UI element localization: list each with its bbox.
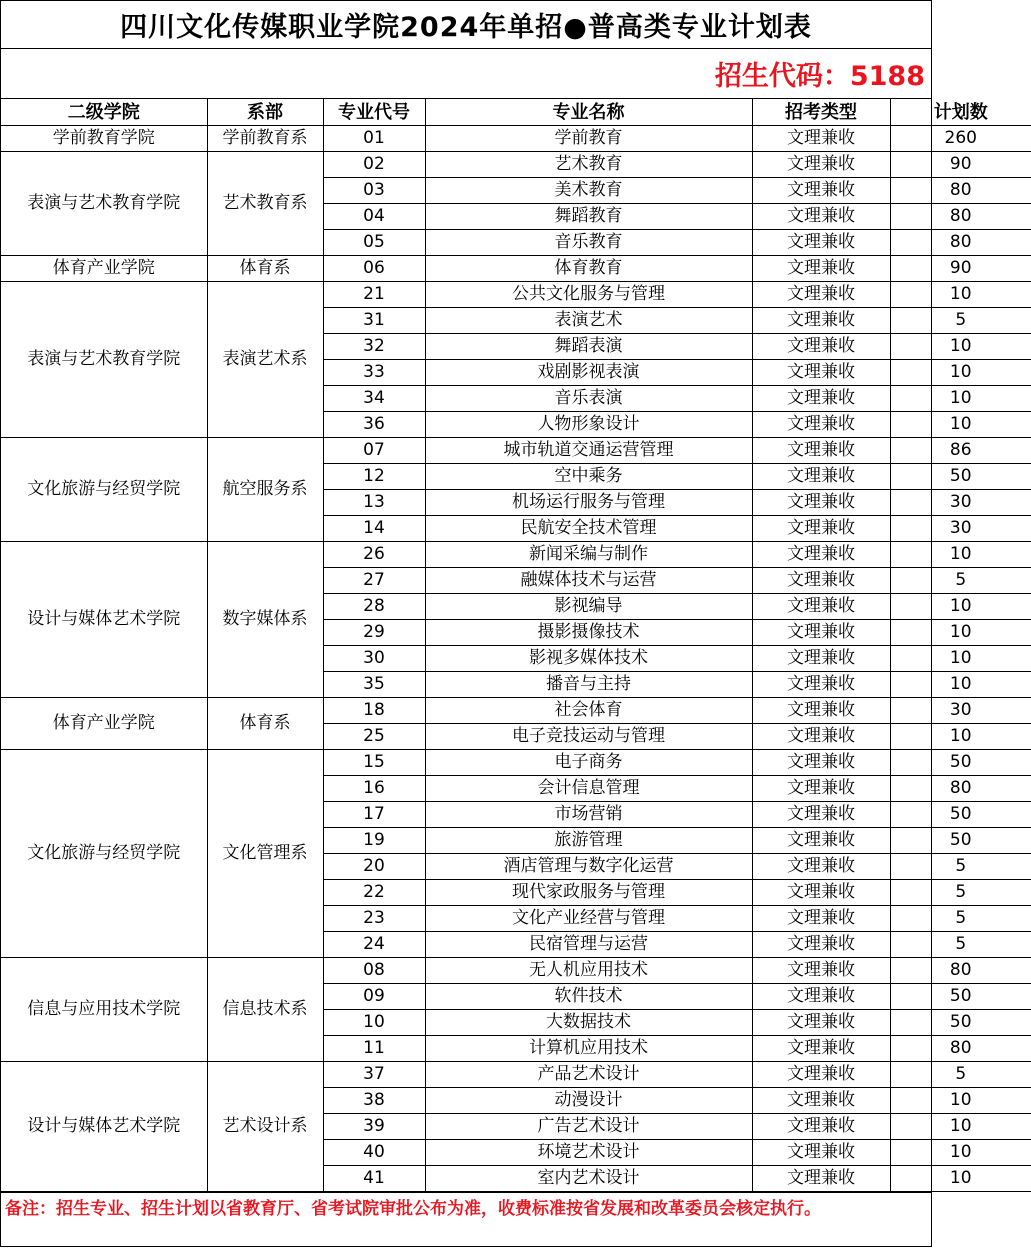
table-row	[1, 126, 1031, 152]
major-name-cell: 摄影摄像技术	[425, 620, 752, 646]
major-code-cell: 16	[323, 776, 425, 802]
exam-type-cell: 文理兼收	[752, 1010, 890, 1036]
major-code-cell: 19	[323, 828, 425, 854]
plan-count-cell: 10	[890, 672, 1031, 698]
major-name-cell: 学前教育	[425, 126, 752, 152]
major-code-cell: 09	[323, 984, 425, 1010]
exam-type-cell: 文理兼收	[752, 724, 890, 750]
major-name-cell: 软件技术	[425, 984, 752, 1010]
plan-table	[1, 99, 1031, 1192]
plan-count-cell: 10	[890, 1140, 1031, 1166]
exam-type-cell: 文理兼收	[752, 308, 890, 334]
header-plan: 计划数	[890, 99, 1031, 126]
major-name-cell: 大数据技术	[425, 1010, 752, 1036]
plan-count-cell: 10	[890, 724, 1031, 750]
exam-type-cell: 文理兼收	[752, 594, 890, 620]
college-cell: 表演与艺术教育学院	[1, 282, 207, 438]
plan-count-cell: 5	[890, 308, 1031, 334]
exam-type-cell: 文理兼收	[752, 620, 890, 646]
exam-type-cell: 文理兼收	[752, 360, 890, 386]
major-code-cell: 10	[323, 1010, 425, 1036]
major-code-cell: 39	[323, 1114, 425, 1140]
plan-count-cell: 5	[890, 880, 1031, 906]
major-code-cell: 04	[323, 204, 425, 230]
plan-count-cell: 10	[890, 542, 1031, 568]
major-code-cell: 06	[323, 256, 425, 282]
exam-type-cell: 文理兼收	[752, 984, 890, 1010]
plan-count-cell: 30	[890, 516, 1031, 542]
plan-count-cell: 10	[890, 620, 1031, 646]
plan-count-cell: 10	[890, 646, 1031, 672]
major-name-cell: 人物形象设计	[425, 412, 752, 438]
major-code-cell: 28	[323, 594, 425, 620]
table-row	[1, 542, 1031, 568]
college-cell: 设计与媒体艺术学院	[1, 1062, 207, 1192]
major-code-cell: 03	[323, 178, 425, 204]
major-code-cell: 21	[323, 282, 425, 308]
major-code-cell: 29	[323, 620, 425, 646]
table-body	[1, 126, 1031, 1192]
header-dept: 系部	[207, 99, 323, 126]
plan-count-cell: 10	[890, 386, 1031, 412]
table-row	[1, 438, 1031, 464]
plan-count-cell: 80	[890, 204, 1031, 230]
major-name-cell: 市场营销	[425, 802, 752, 828]
major-name-cell: 艺术教育	[425, 152, 752, 178]
exam-type-cell: 文理兼收	[752, 1140, 890, 1166]
dept-cell: 艺术教育系	[207, 152, 323, 256]
plan-count-cell: 10	[890, 360, 1031, 386]
dept-cell: 文化管理系	[207, 750, 323, 958]
exam-type-cell: 文理兼收	[752, 152, 890, 178]
major-name-cell: 动漫设计	[425, 1088, 752, 1114]
plan-count-cell: 80	[890, 958, 1031, 984]
major-name-cell: 美术教育	[425, 178, 752, 204]
major-code-cell: 05	[323, 230, 425, 256]
major-code-cell: 32	[323, 334, 425, 360]
major-code-cell: 38	[323, 1088, 425, 1114]
college-cell: 学前教育学院	[1, 126, 207, 152]
exam-type-cell: 文理兼收	[752, 750, 890, 776]
college-cell: 体育产业学院	[1, 698, 207, 750]
exam-type-cell: 文理兼收	[752, 646, 890, 672]
major-code-cell: 30	[323, 646, 425, 672]
dept-cell: 体育系	[207, 256, 323, 282]
plan-count-cell: 5	[890, 932, 1031, 958]
table-row	[1, 256, 1031, 282]
exam-type-cell: 文理兼收	[752, 776, 890, 802]
table-row	[1, 1062, 1031, 1088]
exam-type-cell: 文理兼收	[752, 438, 890, 464]
major-name-cell: 酒店管理与数字化运营	[425, 854, 752, 880]
exam-type-cell: 文理兼收	[752, 126, 890, 152]
major-code-cell: 07	[323, 438, 425, 464]
table-row	[1, 698, 1031, 724]
exam-type-cell: 文理兼收	[752, 802, 890, 828]
exam-type-cell: 文理兼收	[752, 490, 890, 516]
exam-type-cell: 文理兼收	[752, 672, 890, 698]
major-code-cell: 15	[323, 750, 425, 776]
major-name-cell: 舞蹈表演	[425, 334, 752, 360]
major-code-cell: 41	[323, 1166, 425, 1192]
plan-count-cell: 5	[890, 854, 1031, 880]
major-code-cell: 08	[323, 958, 425, 984]
table-row	[1, 282, 1031, 308]
exam-type-cell: 文理兼收	[752, 958, 890, 984]
major-name-cell: 音乐教育	[425, 230, 752, 256]
college-cell: 文化旅游与经贸学院	[1, 750, 207, 958]
major-code-cell: 17	[323, 802, 425, 828]
enroll-code: 招生代码：5188	[714, 61, 925, 92]
major-code-cell: 24	[323, 932, 425, 958]
major-name-cell: 无人机应用技术	[425, 958, 752, 984]
dept-cell: 航空服务系	[207, 438, 323, 542]
exam-type-cell: 文理兼收	[752, 256, 890, 282]
major-name-cell: 影视编导	[425, 594, 752, 620]
major-code-cell: 12	[323, 464, 425, 490]
header-type: 招考类型	[752, 99, 890, 126]
major-name-cell: 室内艺术设计	[425, 1166, 752, 1192]
table-row	[1, 958, 1031, 984]
exam-type-cell: 文理兼收	[752, 516, 890, 542]
exam-type-cell: 文理兼收	[752, 906, 890, 932]
header-college: 二级学院	[1, 99, 207, 126]
table-row	[1, 152, 1031, 178]
plan-count-cell: 50	[890, 464, 1031, 490]
exam-type-cell: 文理兼收	[752, 1166, 890, 1192]
major-code-cell: 01	[323, 126, 425, 152]
major-name-cell: 旅游管理	[425, 828, 752, 854]
major-name-cell: 社会体育	[425, 698, 752, 724]
major-name-cell: 民航安全技术管理	[425, 516, 752, 542]
exam-type-cell: 文理兼收	[752, 464, 890, 490]
major-name-cell: 环境艺术设计	[425, 1140, 752, 1166]
plan-count-cell: 90	[890, 256, 1031, 282]
major-name-cell: 戏剧影视表演	[425, 360, 752, 386]
dept-cell: 体育系	[207, 698, 323, 750]
major-code-cell: 40	[323, 1140, 425, 1166]
major-code-cell: 26	[323, 542, 425, 568]
major-name-cell: 播音与主持	[425, 672, 752, 698]
plan-count-cell: 80	[890, 230, 1031, 256]
exam-type-cell: 文理兼收	[752, 854, 890, 880]
dept-cell: 艺术设计系	[207, 1062, 323, 1192]
exam-type-cell: 文理兼收	[752, 412, 890, 438]
exam-type-cell: 文理兼收	[752, 698, 890, 724]
major-code-cell: 27	[323, 568, 425, 594]
major-code-cell: 35	[323, 672, 425, 698]
college-cell: 体育产业学院	[1, 256, 207, 282]
exam-type-cell: 文理兼收	[752, 1088, 890, 1114]
major-name-cell: 新闻采编与制作	[425, 542, 752, 568]
plan-count-cell: 260	[890, 126, 1031, 152]
plan-count-cell: 90	[890, 152, 1031, 178]
plan-count-cell: 50	[890, 750, 1031, 776]
dept-cell: 数字媒体系	[207, 542, 323, 698]
major-name-cell: 文化产业经营与管理	[425, 906, 752, 932]
exam-type-cell: 文理兼收	[752, 282, 890, 308]
major-name-cell: 融媒体技术与运营	[425, 568, 752, 594]
major-code-cell: 22	[323, 880, 425, 906]
exam-type-cell: 文理兼收	[752, 1114, 890, 1140]
major-code-cell: 34	[323, 386, 425, 412]
major-name-cell: 电子竞技运动与管理	[425, 724, 752, 750]
exam-type-cell: 文理兼收	[752, 1062, 890, 1088]
plan-count-cell: 10	[890, 1088, 1031, 1114]
major-name-cell: 会计信息管理	[425, 776, 752, 802]
major-name-cell: 现代家政服务与管理	[425, 880, 752, 906]
header-code: 专业代号	[323, 99, 425, 126]
major-name-cell: 音乐表演	[425, 386, 752, 412]
exam-type-cell: 文理兼收	[752, 334, 890, 360]
major-code-cell: 14	[323, 516, 425, 542]
major-code-cell: 20	[323, 854, 425, 880]
plan-count-cell: 86	[890, 438, 1031, 464]
major-name-cell: 电子商务	[425, 750, 752, 776]
plan-count-cell: 80	[890, 178, 1031, 204]
plan-count-cell: 10	[890, 1114, 1031, 1140]
major-code-cell: 37	[323, 1062, 425, 1088]
major-name-cell: 计算机应用技术	[425, 1036, 752, 1062]
plan-count-cell: 80	[890, 776, 1031, 802]
major-name-cell: 空中乘务	[425, 464, 752, 490]
plan-count-cell: 10	[890, 594, 1031, 620]
major-name-cell: 表演艺术	[425, 308, 752, 334]
dept-cell: 信息技术系	[207, 958, 323, 1062]
exam-type-cell: 文理兼收	[752, 880, 890, 906]
footnote: 备注：招生专业、招生计划以省教育厅、省考试院审批公布为准，收费标准按省发展和改革委员会核定执行。	[1, 1192, 931, 1246]
exam-type-cell: 文理兼收	[752, 542, 890, 568]
exam-type-cell: 文理兼收	[752, 828, 890, 854]
exam-type-cell: 文理兼收	[752, 932, 890, 958]
major-name-cell: 产品艺术设计	[425, 1062, 752, 1088]
plan-count-cell: 10	[890, 412, 1031, 438]
college-cell: 信息与应用技术学院	[1, 958, 207, 1062]
college-cell: 设计与媒体艺术学院	[1, 542, 207, 698]
major-name-cell: 机场运行服务与管理	[425, 490, 752, 516]
major-code-cell: 18	[323, 698, 425, 724]
major-code-cell: 13	[323, 490, 425, 516]
plan-count-cell: 5	[890, 568, 1031, 594]
header-name: 专业名称	[425, 99, 752, 126]
plan-count-cell: 10	[890, 1166, 1031, 1192]
exam-type-cell: 文理兼收	[752, 178, 890, 204]
major-name-cell: 广告艺术设计	[425, 1114, 752, 1140]
exam-type-cell: 文理兼收	[752, 386, 890, 412]
plan-count-cell: 50	[890, 802, 1031, 828]
plan-count-cell: 30	[890, 490, 1031, 516]
major-code-cell: 25	[323, 724, 425, 750]
table-row	[1, 750, 1031, 776]
exam-type-cell: 文理兼收	[752, 230, 890, 256]
college-cell: 文化旅游与经贸学院	[1, 438, 207, 542]
plan-count-cell: 5	[890, 906, 1031, 932]
plan-count-cell: 10	[890, 282, 1031, 308]
plan-count-cell: 50	[890, 984, 1031, 1010]
plan-count-cell: 80	[890, 1036, 1031, 1062]
dept-cell: 学前教育系	[207, 126, 323, 152]
major-name-cell: 影视多媒体技术	[425, 646, 752, 672]
major-code-cell: 36	[323, 412, 425, 438]
college-cell: 表演与艺术教育学院	[1, 152, 207, 256]
major-code-cell: 02	[323, 152, 425, 178]
major-code-cell: 23	[323, 906, 425, 932]
major-code-cell: 11	[323, 1036, 425, 1062]
major-name-cell: 民宿管理与运营	[425, 932, 752, 958]
plan-count-cell: 50	[890, 828, 1031, 854]
plan-count-cell: 50	[890, 1010, 1031, 1036]
major-name-cell: 体育教育	[425, 256, 752, 282]
major-code-cell: 33	[323, 360, 425, 386]
exam-type-cell: 文理兼收	[752, 568, 890, 594]
table-header-row	[1, 99, 1031, 126]
enroll-code-row	[1, 49, 931, 99]
exam-type-cell: 文理兼收	[752, 1036, 890, 1062]
page-title: 四川文化传媒职业学院2024年单招●普高类专业计划表	[1, 1, 931, 49]
major-name-cell: 城市轨道交通运营管理	[425, 438, 752, 464]
major-name-cell: 舞蹈教育	[425, 204, 752, 230]
plan-count-cell: 30	[890, 698, 1031, 724]
plan-count-cell: 10	[890, 334, 1031, 360]
dept-cell: 表演艺术系	[207, 282, 323, 438]
major-name-cell: 公共文化服务与管理	[425, 282, 752, 308]
exam-type-cell: 文理兼收	[752, 204, 890, 230]
plan-count-cell: 5	[890, 1062, 1031, 1088]
major-code-cell: 31	[323, 308, 425, 334]
